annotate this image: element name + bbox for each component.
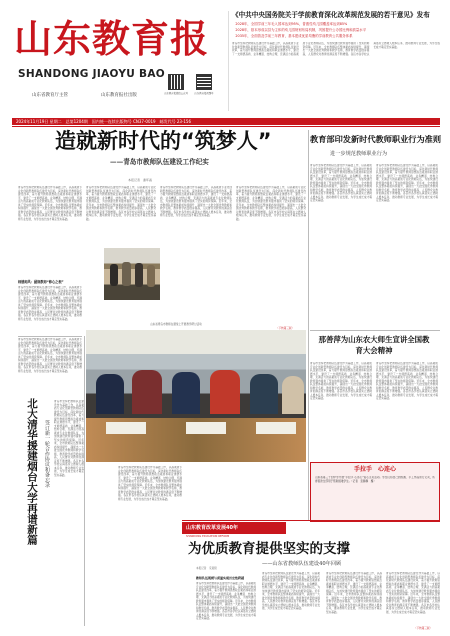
continued-note-bottom: （下转第三版） bbox=[414, 627, 433, 630]
anniversary-body-col4: 青岛市坚持把教师队伍建设作为基础工作，以高素质专业化创新型教师队伍建设为目标，深化新时代教师队伍建设改革，着力提升教师思想政治素质和职业道德水平，建设了一支师德高尚、业务精湛、结构合理、充满活力的高素质专业化教师队伍，为加快建设教育强市提供了坚实的师资保障。近年来，全市教师队伍整体素质持续提升，涌现出一大批全国优秀教师和教学名师，教育教学质量稳步提高，人民群众对教育的满意度不断增强。各区市各学校认真落实立德树人根本任务，推动教师专业发展，为学生成长成才奠定坚实基础。 bbox=[386, 572, 440, 614]
lead-story-body-col2: 青岛市坚持把教师队伍建设作为基础工作，以高素质专业化创新型教师队伍建设为目标，深化新时代教师队伍建设改革，着力提升教师思想政治素质和职业道德水平，建设了一支师德高尚、业务精湛、结构合理、充满活力的高素质专业化教师队伍，为加快建设教育强市提供了坚实的师资保障。近年来，全市教师队伍整体素质持续提升，涌现出一大批全国优秀教师和教学名师，教育教学质量稳步提高，人民群众对教育的满意度不断增强。各区市各学校认真落实立德树人根本任务，推动教师专业发展，为学生成长成才奠定坚实基础。 bbox=[86, 186, 156, 221]
qr-code-right-icon bbox=[196, 74, 212, 90]
vertical-story-subhead: 签订新一轮合作协议和备忘录 bbox=[44, 420, 50, 488]
anniversary-banner-text: 山东教育改革发展40年 bbox=[186, 525, 238, 531]
lead-story-section-head: 师德师风：涵润教师“修心之根” bbox=[18, 280, 64, 284]
anniversary-banner-en: SHANDONG EDUCATION REFORM bbox=[186, 535, 230, 538]
lead-story-subhead: ——青岛市教师队伍建设工作纪实 bbox=[110, 158, 209, 166]
divider-bottom bbox=[182, 520, 440, 521]
right-story-2-body-b: 青岛市坚持把教师队伍建设作为基础工作，以高素质专业化创新型教师队伍建设为目标，深化新时代教师队伍建设改革，着力提升教师思想政治素质和职业道德水平，建设了一支师德高尚、业务精湛、结构合理、充满活力的高素质专业化教师队伍，为加快建设教育强市提供了坚实的师资保障。近年来，全市教师队伍整体素质持续提升，涌现出一大批全国优秀教师和教学名师，教育教学质量稳步提高，人民群众对教育的满意度不断增强。各区市各学校认真落实立德树人根本任务，推动教师专业发展，为学生成长成才奠定坚实基础。 bbox=[376, 362, 438, 400]
masthead-title: 山东教育报 bbox=[14, 16, 210, 61]
masthead-sponsor: 山东省教育厅主管 bbox=[32, 93, 68, 98]
anniversary-byline: 本报记者 宋昊骁 bbox=[196, 567, 217, 570]
column-box bbox=[310, 462, 440, 522]
anniversary-body-col1: 青岛市坚持把教师队伍建设作为基础工作，以高素质专业化创新型教师队伍建设为目标，深化新时代教师队伍建设改革，着力提升教师思想政治素质和职业道德水平，建设了一支师德高尚、业务精湛、结构合理、充满活力的高素质专业化教师队伍，为加快建设教育强市提供了坚实的师资保障。近年来，全市教师队伍整体素质持续提升，涌现出一大批全国优秀教师和教学名师，教育教学质量稳步提高，人民群众对教育的满意度不断增强。各区市各学校认真落实立德树人根本任务，推动教师专业发展，为学生成长成才奠定坚实基础。 bbox=[196, 582, 256, 620]
right-story-1-headline: 教育部印发新时代教师职业行为准则 bbox=[310, 134, 442, 144]
masthead bbox=[12, 10, 227, 118]
divider-col-left bbox=[84, 336, 85, 626]
divider-left-mid bbox=[18, 336, 82, 337]
qr-left-label: 山东教育报微信公众号 bbox=[164, 92, 188, 95]
vertical-story-headline: 北大清华援建烟台大学再谱新篇 bbox=[26, 398, 38, 545]
qr-code-left-icon bbox=[168, 74, 184, 90]
anniversary-body-col3: 青岛市坚持把教师队伍建设作为基础工作，以高素质专业化创新型教师队伍建设为目标，深化新时代教师队伍建设改革，着力提升教师思想政治素质和职业道德水平，建设了一支师德高尚、业务精湛、结构合理、充满活力的高素质专业化教师队伍，为加快建设教育强市提供了坚实的师资保障。近年来，全市教师队伍整体素质持续提升，涌现出一大批全国优秀教师和教学名师，教育教学质量稳步提高，人民群众对教育的满意度不断增强。各区市各学校认真落实立德树人根本任务，推动教师专业发展，为学生成长成才奠定坚实基础。 bbox=[326, 572, 382, 614]
lead-story-headline: 造就新时代的“筑梦人” bbox=[55, 129, 272, 153]
right-story-1-subhead: 进一步规范教师职业行为 bbox=[330, 151, 388, 157]
continued-note-lead: （下转第三版） bbox=[276, 327, 295, 330]
lead-story-photo bbox=[104, 248, 160, 300]
anniversary-section-head: 教师队伍规模与质量实现历史性跨越 bbox=[196, 576, 245, 580]
lead-story-body-col3: 青岛市坚持把教师队伍建设作为基础工作，以高素质专业化创新型教师队伍建设为目标，深化新时代教师队伍建设改革，着力提升教师思想政治素质和职业道德水平，建设了一支师德高尚、业务精湛、结构合理、充满活力的高素质专业化教师队伍，为加快建设教育强市提供了坚实的师资保障。近年来，全市教师队伍整体素质持续提升，涌现出一大批全国优秀教师和教学名师，教育教学质量稳步提高，人民群众对教育的满意度不断增强。各区市各学校认真落实立德树人根本任务，推动教师专业发展，为学生成长成才奠定坚实基础。 bbox=[160, 186, 232, 217]
classroom-photo bbox=[86, 330, 306, 462]
lead-story-body-col1b: 青岛市坚持把教师队伍建设作为基础工作，以高素质专业化创新型教师队伍建设为目标，深化新时代教师队伍建设改革，着力提升教师思想政治素质和职业道德水平，建设了一支师德高尚、业务精湛、结构合理、充满活力的高素质专业化教师队伍，为加快建设教育强市提供了坚实的师资保障。近年来，全市教师队伍整体素质持续提升，涌现出一大批全国优秀教师和教学名师，教育教学质量稳步提高，人民群众对教育的满意度不断增强。各区市各学校认真落实立德树人根本任务，推动教师专业发展，为学生成长成才奠定坚实基础。 bbox=[18, 286, 82, 321]
column-title: 手拉手 心连心 bbox=[353, 466, 396, 473]
divider-masthead bbox=[12, 126, 440, 127]
headline-box bbox=[228, 11, 440, 111]
vertical-story-body: 青岛市坚持把教师队伍建设作为基础工作，以高素质专业化创新型教师队伍建设为目标，深化新时代教师队伍建设改革，着力提升教师思想政治素质和职业道德水平，建设了一支师德高尚、业务精湛、结构合理、充满活力的高素质专业化教师队伍，为加快建设教育强市提供了坚实的师资保障。近年来，全市教师队伍整体素质持续提升，涌现出一大批全国优秀教师和教学名师，教育教学质量稳步提高，人民群众对教育的满意度不断增强。各区市各学校认真落实立德树人根本任务，推动教师专业发展，为学生成长成才奠定坚实基础。 bbox=[54, 400, 84, 477]
headline-box-title: 《中共中央国务院关于学前教育深化改革规范发展的若干意见》发布 bbox=[232, 11, 430, 19]
headline-box-body: 青岛市坚持把教师队伍建设作为基础工作，以高素质专业化创新型教师队伍建设为目标，深化新时代教师队伍建设改革，着力提升教师思想政治素质和职业道德水平，建设了一支师德高尚、业务精湛、结构合理、充满活力的高素质专业化教师队伍，为加快建设教育强市提供了坚实的师资保障。近年来，全市教师队伍整体素质持续提升，涌现出一大批全国优秀教师和教学名师，教育教学质量稳步提高，人民群众对教育的满意度不断增强。各区市各学校认真落实立德树人根本任务，推动教师专业发展，为学生成长成才奠定坚实基础。 bbox=[232, 42, 440, 56]
qr-right-label: 山东教育报视频号 bbox=[194, 92, 214, 95]
lead-story-body-col4: 青岛市坚持把教师队伍建设作为基础工作，以高素质专业化创新型教师队伍建设为目标，深化新时代教师队伍建设改革，着力提升教师思想政治素质和职业道德水平，建设了一支师德高尚、业务精湛、结构合理、充满活力的高素质专业化教师队伍，为加快建设教育强市提供了坚实的师资保障。近年来，全市教师队伍整体素质持续提升，涌现出一大批全国优秀教师和教学名师，教育教学质量稳步提高，人民群众对教育的满意度不断增强。各区市各学校认真落实立德树人根本任务，推动教师专业发展，为学生成长成才奠定坚实基础。 bbox=[236, 186, 306, 221]
anniversary-subhead: ——山东省教师队伍建设40年回顾 bbox=[262, 561, 342, 567]
right-story-1-body: 青岛市坚持把教师队伍建设作为基础工作，以高素质专业化创新型教师队伍建设为目标，深化新时代教师队伍建设改革，着力提升教师思想政治素质和职业道德水平，建设了一支师德高尚、业务精湛、结构合理、充满活力的高素质专业化教师队伍，为加快建设教育强市提供了坚实的师资保障。近年来，全市教师队伍整体素质持续提升，涌现出一大批全国优秀教师和教学名师，教育教学质量稳步提高，人民群众对教育的满意度不断增强。各区市各学校认真落实立德树人根本任务，推动教师专业发展，为学生成长成才奠定坚实基础。 bbox=[310, 164, 372, 202]
right-story-2-headline: 那善萍为山东农大师生宣讲全国教育大会精神 bbox=[318, 335, 430, 355]
anniversary-body-col2: 青岛市坚持把教师队伍建设作为基础工作，以高素质专业化创新型教师队伍建设为目标，深化新时代教师队伍建设改革，着力提升教师思想政治素质和职业道德水平，建设了一支师德高尚、业务精湛、结构合理、充满活力的高素质专业化教师队伍，为加快建设教育强市提供了坚实的师资保障。近年来，全市教师队伍整体素质持续提升，涌现出一大批全国优秀教师和教学名师，教育教学质量稳步提高，人民群众对教育的满意度不断增强。各区市各学校认真落实立德树人根本任务，推动教师专业发展，为学生成长成才奠定坚实基础。 bbox=[262, 572, 320, 610]
right-story-1-body-b: 青岛市坚持把教师队伍建设作为基础工作，以高素质专业化创新型教师队伍建设为目标，深化新时代教师队伍建设改革，着力提升教师思想政治素质和职业道德水平，建设了一支师德高尚、业务精湛、结构合理、充满活力的高素质专业化教师队伍，为加快建设教育强市提供了坚实的师资保障。近年来，全市教师队伍整体素质持续提升，涌现出一大批全国优秀教师和教学名师，教育教学质量稳步提高，人民群众对教育的满意度不断增强。各区市各学校认真落实立德树人根本任务，推动教师专业发展，为学生成长成才奠定坚实基础。 bbox=[376, 164, 438, 202]
lead-story-byline: 本报记者 谢环淼 bbox=[128, 178, 153, 182]
masthead-publisher: 山东教育报社出版 bbox=[100, 93, 137, 98]
right-story-2-body: 青岛市坚持把教师队伍建设作为基础工作，以高素质专业化创新型教师队伍建设为目标，深化新时代教师队伍建设改革，着力提升教师思想政治素质和职业道德水平，建设了一支师德高尚、业务精湛、结构合理、充满活力的高素质专业化教师队伍，为加快建设教育强市提供了坚实的师资保障。近年来，全市教师队伍整体素质持续提升，涌现出一大批全国优秀教师和教学名师，教育教学质量稳步提高，人民群众对教育的满意度不断增强。各区市各学校认真落实立德树人根本任务，推动教师专业发展，为学生成长成才奠定坚实基础。 bbox=[310, 362, 372, 400]
headline-box-point-2: 2028年，基本形成以县为主体的幼儿园规划布局机制，巩固提升公办园比例和质量水平 bbox=[232, 28, 367, 32]
anniversary-banner bbox=[182, 522, 286, 534]
lead-photo-caption: 山东省青岛市教师在课堂上开展教学研讨活动 bbox=[150, 323, 202, 326]
column-text: 山东省第三十四中学开展“手拉手 心连心”爱心义卖活动。学生们将自己的绘画、手工作品进行义卖，所得善款全部用于帮助困难学生。（记者 张静静 摄） bbox=[315, 476, 435, 483]
lead-story-body-col1: 青岛市坚持把教师队伍建设作为基础工作，以高素质专业化创新型教师队伍建设为目标，深化新时代教师队伍建设改革，着力提升教师思想政治素质和职业道德水平，建设了一支师德高尚、业务精湛、结构合理、充满活力的高素质专业化教师队伍，为加快建设教育强市提供了坚实的师资保障。近年来，全市教师队伍整体素质持续提升，涌现出一大批全国优秀教师和教学名师，教育教学质量稳步提高，人民群众对教育的满意度不断增强。各区市各学校认真落实立德树人根本任务，推动教师专业发展，为学生成长成才奠定坚实基础。 bbox=[18, 186, 82, 221]
divider-right-1 bbox=[310, 330, 440, 331]
anniversary-headline: 为优质教育提供坚实的支撑 bbox=[188, 541, 350, 557]
issue-line: 2024年11月19日 星期二 总第1204期 国内统一连续出版物号 CN37-0019 邮发代号 23-156 bbox=[16, 119, 192, 124]
anniversary-lead-body: 青岛市坚持把教师队伍建设作为基础工作，以高素质专业化创新型教师队伍建设为目标，深化新时代教师队伍建设改革，着力提升教师思想政治素质和职业道德水平，建设了一支师德高尚、业务精湛、结构合理、充满活力的高素质专业化教师队伍，为加快建设教育强市提供了坚实的师资保障。近年来，全市教师队伍整体素质持续提升，涌现出一大批全国优秀教师和教学名师，教育教学质量稳步提高，人民群众对教育的满意度不断增强。各区市各学校认真落实立德树人根本任务，推动教师专业发展，为学生成长成才奠定坚实基础。 bbox=[118, 466, 182, 501]
masthead-pinyin: SHANDONG JIAOYU BAO bbox=[18, 68, 165, 80]
headline-box-point-3: 2035年，全面普及学前三年教育，基本建成优质均衡的学前教育公共服务体系 bbox=[232, 34, 353, 38]
vertical-story-body-top: 青岛市坚持把教师队伍建设作为基础工作，以高素质专业化创新型教师队伍建设为目标，深化新时代教师队伍建设改革，着力提升教师思想政治素质和职业道德水平，建设了一支师德高尚、业务精湛、结构合理、充满活力的高素质专业化教师队伍，为加快建设教育强市提供了坚实的师资保障。近年来，全市教师队伍整体素质持续提升，涌现出一大批全国优秀教师和教学名师，教育教学质量稳步提高，人民群众对教育的满意度不断增强。各区市各学校认真落实立德树人根本任务，推动教师专业发展，为学生成长成才奠定坚实基础。 bbox=[18, 338, 82, 373]
divider-col-right bbox=[308, 130, 309, 520]
headline-box-point-1: 2028年，全国学前三年毛入园率达到95%，普惠性幼儿园覆盖率达到85% bbox=[232, 22, 348, 26]
